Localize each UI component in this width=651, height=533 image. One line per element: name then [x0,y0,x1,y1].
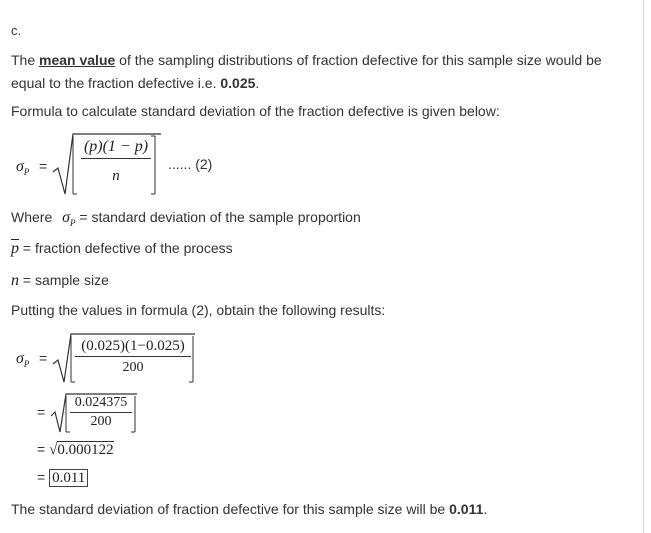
step1-denominator: 200 [122,360,144,375]
sqrt-icon: √ [49,442,58,458]
calc-step3 [37,441,114,459]
calc-step1 [11,330,211,386]
text: of the sampling distributions of fraction defective for this sample size would be [115,52,602,68]
sigma: σ [16,158,24,175]
paragraph-putting-values: Putting the values in formula (2), obtain the following results: [11,302,386,318]
where-sigma-line [11,209,361,228]
formula-numerator: (p)(1 − p) [81,138,151,159]
equals-sign: = [37,441,46,457]
paragraph-mean-value-line2 [11,75,259,91]
pbar-description: = fraction defective of the process [19,240,233,256]
calc-step2 [11,390,161,436]
right-border [643,0,644,533]
sigma-description: = standard deviation of the sample proportion [75,209,361,225]
n-description: = sample size [19,272,109,288]
formula-denominator: n [112,168,120,184]
sigma: σ [16,350,24,367]
part-label: c. [11,23,22,38]
sigma: σ [62,209,71,226]
conclusion-value: 0.011 [449,501,484,517]
paragraph-mean-value-line1 [11,52,602,68]
text: . [255,75,260,91]
sigma-symbol [16,350,29,369]
text: The standard deviation of fraction defective for this sample size will be [11,501,450,517]
calc-result [37,469,88,487]
paragraph-conclusion [11,501,487,517]
n-symbol: n [11,272,19,289]
formula-sigma-p [11,130,271,200]
sigma-symbol [16,158,29,177]
sigma-p-symbol [62,209,76,229]
formula-reference: ...... (2) [168,156,213,172]
step2-numerator: 0.024375 [70,395,132,413]
text: The [11,52,40,68]
equals-sign: = [37,469,46,485]
step3-value: 0.000122 [57,442,114,458]
equals-sign: = [39,350,48,366]
text: . [483,501,488,517]
where-n-line [11,272,109,290]
step2-denominator: 200 [90,414,112,429]
mean-value-number: 0.025 [220,75,256,91]
step1-numerator: (0.025)(1−0.025) [75,338,191,357]
equals-sign: = [37,404,46,420]
sigma-subscript: P [23,359,30,370]
equals-sign: = [39,158,48,174]
mean-value-term: mean value [39,52,116,68]
text: equal to the fraction defective i.e. [11,75,221,91]
result-boxed: 0.011 [49,469,88,487]
where-pbar-line [11,240,233,258]
sigma-subscript: P [70,218,76,229]
p-bar-symbol: $\overline{p}$ [11,240,19,257]
sigma-subscript: P [23,167,30,178]
paragraph-formula-intro: Formula to calculate standard deviation of the fraction defective is given below: [11,103,500,119]
where-label: Where [11,209,53,225]
